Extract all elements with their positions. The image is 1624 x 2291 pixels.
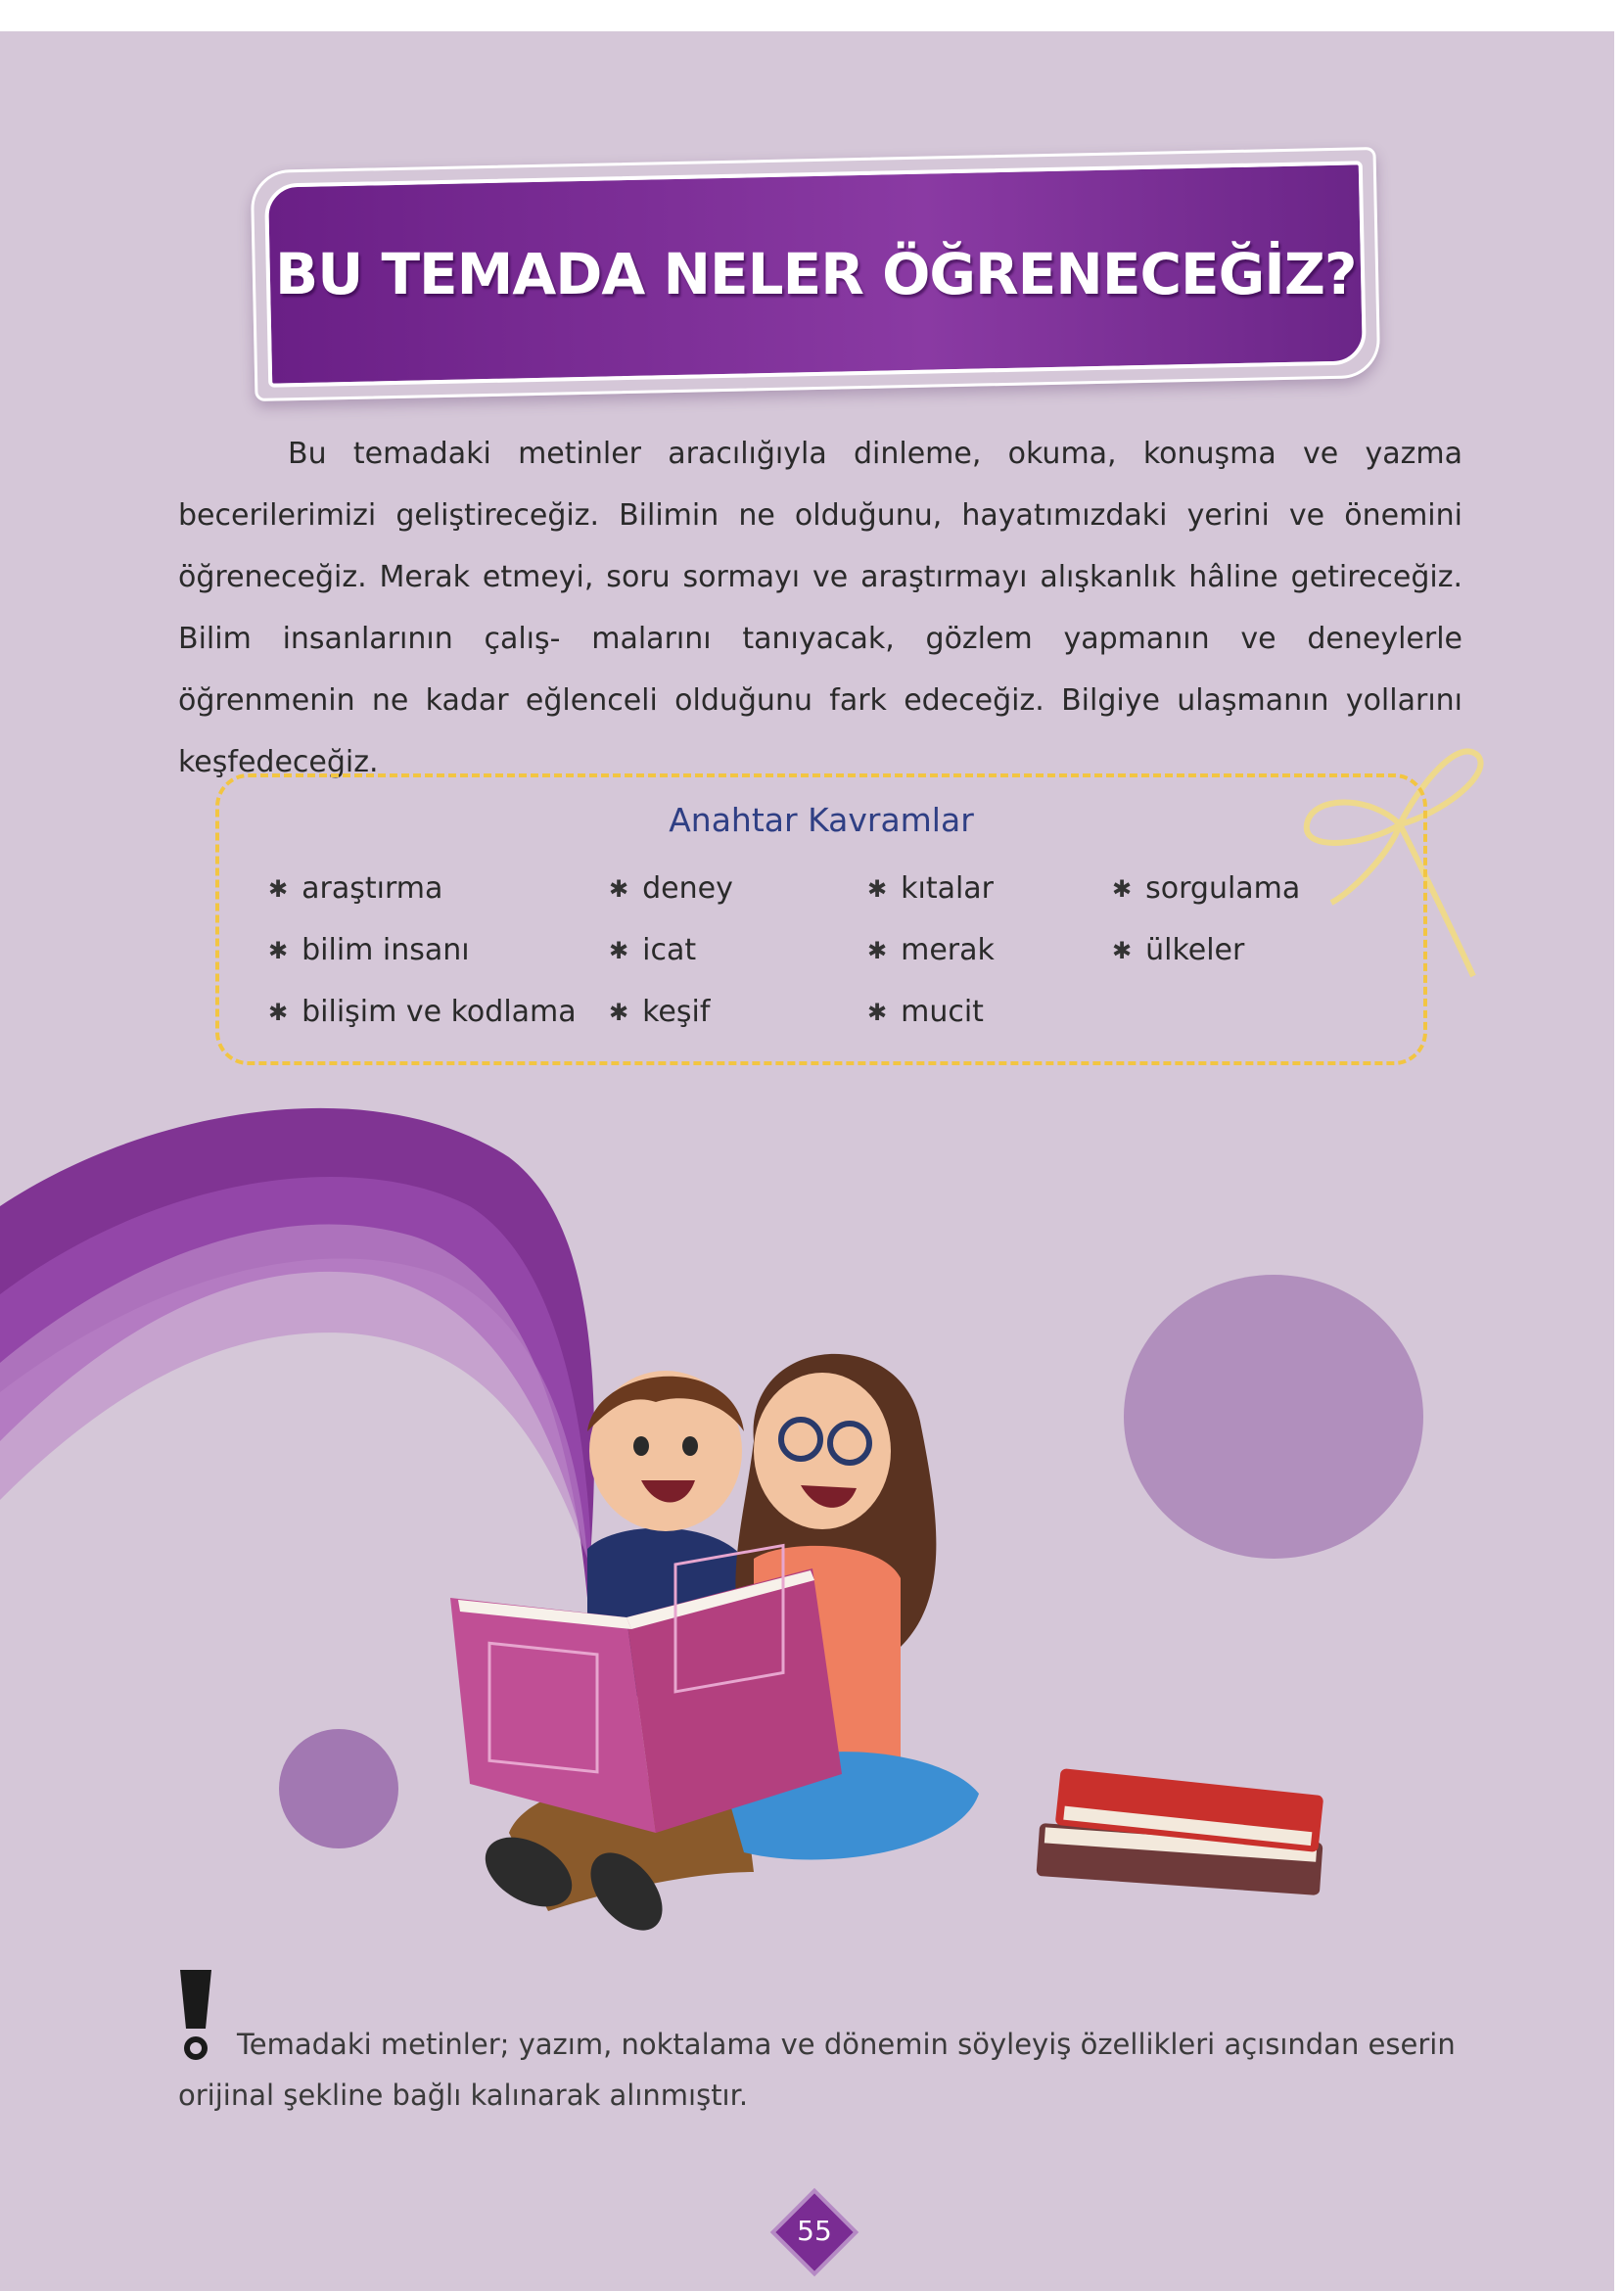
concept-item: ✱ ülkeler (1112, 933, 1245, 967)
asterisk-bullet-icon: ✱ (609, 936, 629, 964)
decorative-circle-small (279, 1729, 398, 1848)
book-stack-icon (1036, 1768, 1323, 1895)
asterisk-bullet-icon: ✱ (867, 998, 888, 1026)
page (0, 31, 1624, 2291)
key-concepts-box (215, 773, 1427, 1065)
asterisk-bullet-icon: ✱ (609, 874, 629, 903)
concept-item: ✱ deney (609, 871, 733, 906)
asterisk-bullet-icon: ✱ (268, 998, 289, 1026)
concept-column (867, 858, 995, 1043)
page-number: 55 (797, 2215, 832, 2247)
asterisk-bullet-icon: ✱ (867, 936, 888, 964)
asterisk-bullet-icon: ✱ (1112, 936, 1133, 964)
concept-item: ✱ araştırma (268, 871, 443, 906)
asterisk-bullet-icon: ✱ (609, 998, 629, 1026)
asterisk-bullet-icon: ✱ (268, 936, 289, 964)
concept-item: ✱ keşif (609, 995, 711, 1029)
title-banner (251, 147, 1381, 401)
intro-paragraph: Bu temadaki metinler aracılığıyla dinleme, okuma, konuşma ve yazma becerilerimizi geliştireceğiz. Bilimin ne olduğunu, hayatımızdaki yerini ve önemini öğreneceğiz. Merak etmeyi, soru sormayı ve araştırmayı alışkanlık hâline getireceğiz. Bilim insanlarının çalış- malarını tanıyacak, gözlem yapmanın ve deneylerle öğrenmenin ne kadar eğlenceli olduğunu fark edeceğiz. Bilgiye ulaşmanın yollarını keşfedeceğiz. (178, 437, 1462, 779)
page-edge (1614, 31, 1624, 2291)
asterisk-bullet-icon: ✱ (268, 874, 289, 903)
page-title: BU TEMADA NELER ÖĞRENECEĞİZ? (274, 241, 1357, 307)
title-banner-fill (264, 161, 1367, 387)
concept-item: ✱ sorgulama (1112, 871, 1301, 906)
concept-column (1112, 858, 1300, 981)
concept-item: ✱ kıtalar (867, 871, 995, 906)
concept-item: ✱ mucit (867, 995, 984, 1029)
kids-reading-book-illustration (431, 1324, 1351, 1950)
key-concepts-title: Anahtar Kavramlar (669, 801, 974, 839)
concept-item: ✱ icat (609, 933, 697, 967)
concept-item: ✱ bilişim ve kodlama (268, 995, 577, 1029)
note-text: Temadaki metinler; yazım, noktalama ve dönemin söyleyiş özellikleri açısından eserin orijinal şekline bağlı kalınarak alınmıştır. (178, 2028, 1456, 2112)
page-number-badge (775, 2193, 854, 2271)
asterisk-bullet-icon: ✱ (867, 874, 888, 903)
concept-item: ✱ merak (867, 933, 995, 967)
concept-column (268, 858, 577, 1043)
concept-item: ✱ bilim insanı (268, 933, 470, 967)
asterisk-bullet-icon: ✱ (1112, 874, 1133, 903)
concept-column (609, 858, 733, 1043)
